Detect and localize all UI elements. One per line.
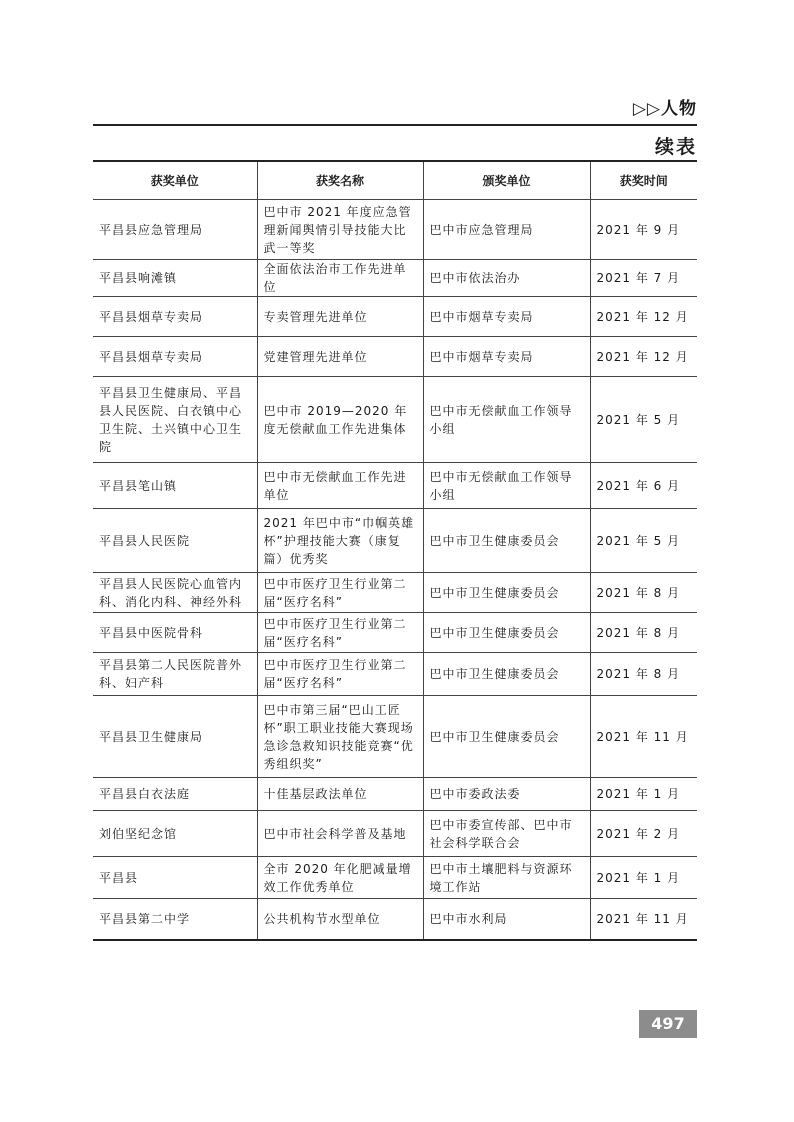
cell-issuer: 巴中市卫生健康委员会: [423, 696, 590, 778]
cell-date: 2021 年 8 月: [590, 613, 697, 653]
cell-awardee: 平昌县人民医院: [93, 509, 257, 573]
table-row: [93, 377, 697, 463]
cell-date: 2021 年 7 月: [590, 260, 697, 297]
cell-award-name: 巴中市无偿献血工作先进单位: [257, 463, 423, 509]
running-header: [93, 92, 697, 126]
cell-issuer: 巴中市委宣传部、巴中市社会科学联合会: [423, 811, 590, 857]
cell-issuer: 巴中市无偿献血工作领导小组: [423, 377, 590, 463]
cell-award-name: 巴中市第三届“巴山工匠杯”职工职业技能大赛现场急诊急救知识技能竞赛“优秀组织奖”: [257, 696, 423, 778]
cell-awardee: 刘伯坚纪念馆: [93, 811, 257, 857]
cell-awardee: 平昌县白衣法庭: [93, 778, 257, 811]
cell-awardee: 平昌县: [93, 857, 257, 899]
table-row: [93, 613, 697, 653]
cell-award-name: 2021 年巴中市“巾帼英雄杯”护理技能大赛（康复篇）优秀奖: [257, 509, 423, 573]
cell-awardee: 平昌县响滩镇: [93, 260, 257, 297]
table-row: [93, 509, 697, 573]
cell-award-name: 全市 2020 年化肥减量增效工作优秀单位: [257, 857, 423, 899]
column-header-awardee: 获奖单位: [93, 161, 257, 200]
table-row: [93, 811, 697, 857]
cell-issuer: 巴中市卫生健康委员会: [423, 573, 590, 613]
cell-award-name: 巴中市 2019—2020 年度无偿献血工作先进集体: [257, 377, 423, 463]
column-header-issuer: 颁奖单位: [423, 161, 590, 200]
table-row: [93, 573, 697, 613]
cell-issuer: 巴中市烟草专卖局: [423, 297, 590, 337]
cell-awardee: 平昌县卫生健康局: [93, 696, 257, 778]
column-header-date: 获奖时间: [590, 161, 697, 200]
cell-awardee: 平昌县第二中学: [93, 899, 257, 940]
table-row: [93, 337, 697, 377]
cell-issuer: 巴中市卫生健康委员会: [423, 653, 590, 696]
cell-issuer: 巴中市无偿献血工作领导小组: [423, 463, 590, 509]
cell-awardee: 平昌县第二人民医院普外科、妇产科: [93, 653, 257, 696]
cell-issuer: 巴中市烟草专卖局: [423, 337, 590, 377]
cell-issuer: 巴中市委政法委: [423, 778, 590, 811]
cell-date: 2021 年 2 月: [590, 811, 697, 857]
cell-awardee: 平昌县人民医院心血管内科、消化内科、神经外科: [93, 573, 257, 613]
awards-table: [93, 160, 697, 941]
table-row: [93, 857, 697, 899]
table-row: [93, 778, 697, 811]
cell-issuer: 巴中市卫生健康委员会: [423, 613, 590, 653]
table-row: [93, 653, 697, 696]
table-row: [93, 696, 697, 778]
cell-date: 2021 年 8 月: [590, 573, 697, 613]
cell-date: 2021 年 9 月: [590, 200, 697, 260]
cell-date: 2021 年 5 月: [590, 377, 697, 463]
cell-awardee: 平昌县烟草专卖局: [93, 337, 257, 377]
cell-award-name: 巴中市社会科学普及基地: [257, 811, 423, 857]
cell-awardee: 平昌县烟草专卖局: [93, 297, 257, 337]
cell-award-name: 巴中市医疗卫生行业第二届“医疗名科”: [257, 653, 423, 696]
cell-issuer: 巴中市依法治办: [423, 260, 590, 297]
column-header-award-name: 获奖名称: [257, 161, 423, 200]
section-title: ▷▷人物: [632, 99, 697, 119]
cell-date: 2021 年 5 月: [590, 509, 697, 573]
cell-date: 2021 年 6 月: [590, 463, 697, 509]
cell-date: 2021 年 1 月: [590, 857, 697, 899]
cell-issuer: 巴中市应急管理局: [423, 200, 590, 260]
cell-issuer: 巴中市水利局: [423, 899, 590, 940]
cell-date: 2021 年 1 月: [590, 778, 697, 811]
page-number: 497: [639, 1010, 697, 1038]
cell-award-name: 全面依法治市工作先进单位: [257, 260, 423, 297]
cell-issuer: 巴中市土壤肥料与资源环境工作站: [423, 857, 590, 899]
cell-date: 2021 年 12 月: [590, 337, 697, 377]
cell-award-name: 公共机构节水型单位: [257, 899, 423, 940]
table-body: [93, 200, 697, 940]
cell-award-name: 十佳基层政法单位: [257, 778, 423, 811]
cell-awardee: 平昌县卫生健康局、平昌县人民医院、白衣镇中心卫生院、土兴镇中心卫生院: [93, 377, 257, 463]
table-row: [93, 463, 697, 509]
cell-award-name: 专卖管理先进单位: [257, 297, 423, 337]
cell-awardee: 平昌县笔山镇: [93, 463, 257, 509]
cell-award-name: 巴中市医疗卫生行业第二届“医疗名科”: [257, 613, 423, 653]
table-row: [93, 297, 697, 337]
cell-awardee: 平昌县应急管理局: [93, 200, 257, 260]
cell-date: 2021 年 12 月: [590, 297, 697, 337]
continued-label: 续表: [654, 136, 697, 158]
table-row: [93, 899, 697, 940]
cell-date: 2021 年 11 月: [590, 696, 697, 778]
cell-awardee: 平昌县中医院骨科: [93, 613, 257, 653]
table-header-row: [93, 161, 697, 200]
cell-award-name: 巴中市医疗卫生行业第二届“医疗名科”: [257, 573, 423, 613]
cell-issuer: 巴中市卫生健康委员会: [423, 509, 590, 573]
cell-award-name: 巴中市 2021 年度应急管理新闻舆情引导技能大比武一等奖: [257, 200, 423, 260]
table-row: [93, 200, 697, 260]
table-row: [93, 260, 697, 297]
cell-award-name: 党建管理先进单位: [257, 337, 423, 377]
cell-date: 2021 年 11 月: [590, 899, 697, 940]
cell-date: 2021 年 8 月: [590, 653, 697, 696]
